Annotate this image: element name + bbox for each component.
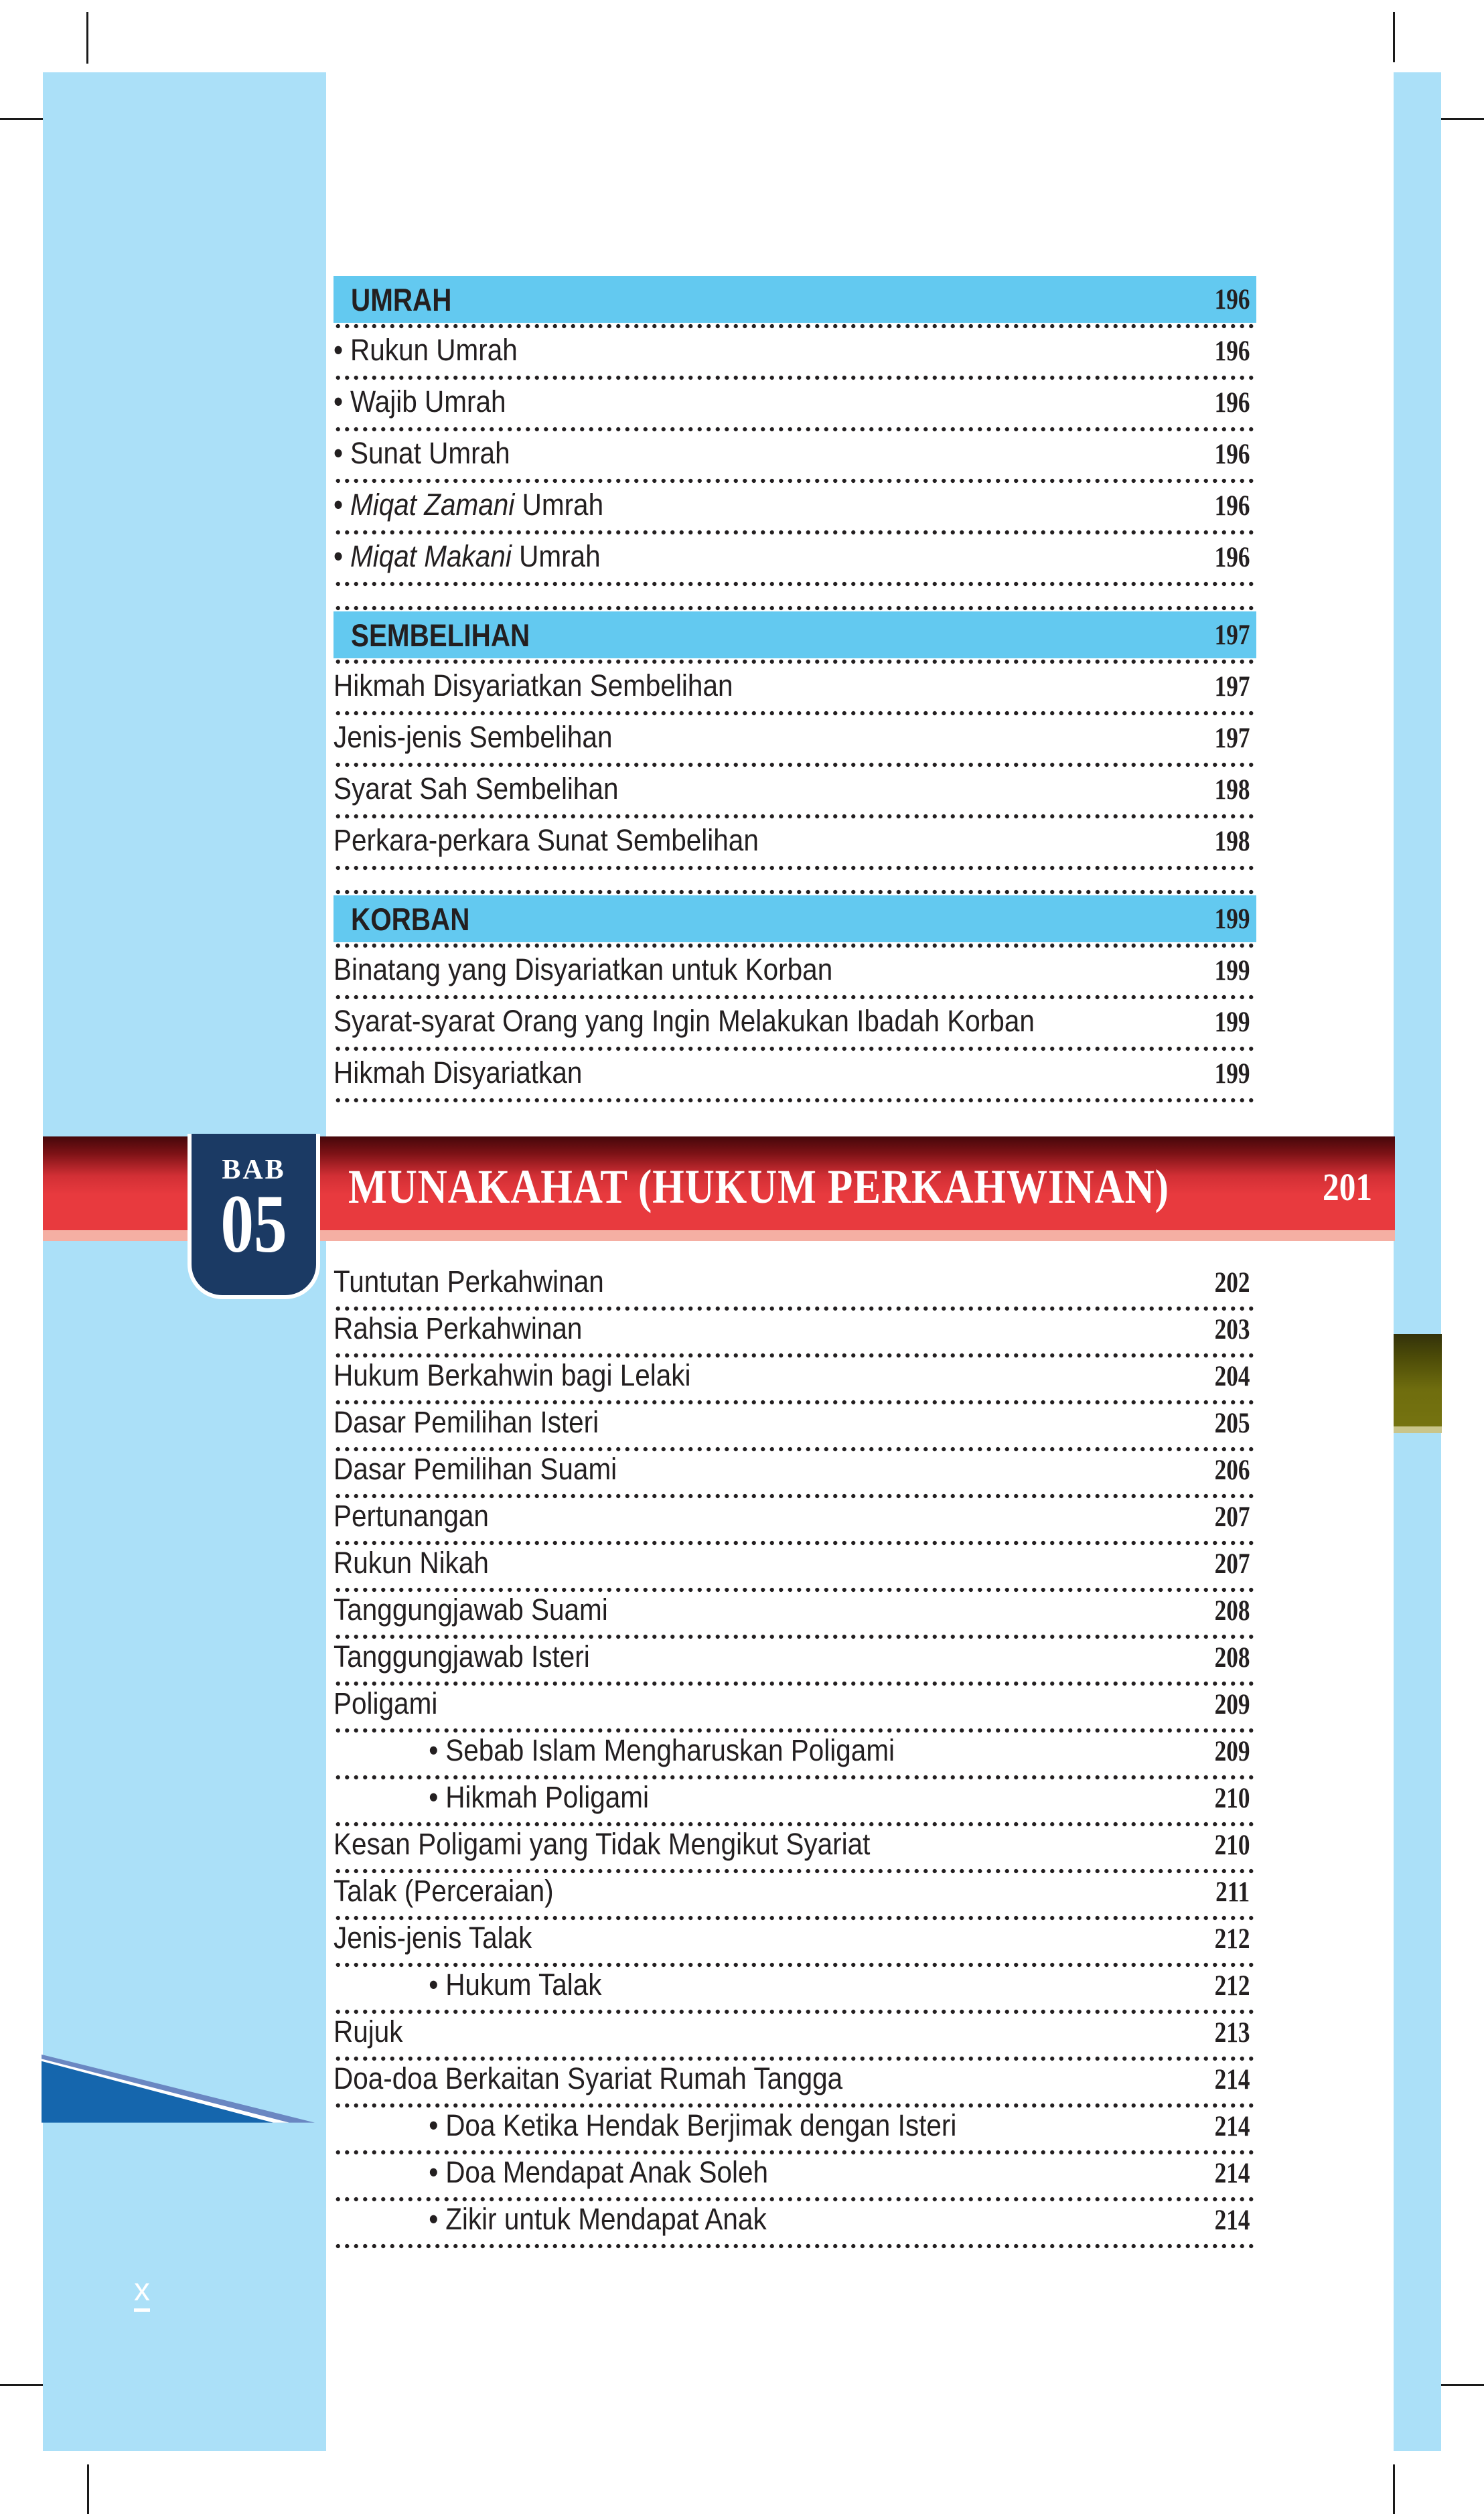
- toc-row-page-number: 205: [1214, 1408, 1250, 1439]
- toc-row: [333, 2202, 1256, 2249]
- toc-row-label: [333, 2108, 956, 2143]
- dotted-leader: [333, 1728, 1256, 1733]
- label-part: Perkara-perkara Sunat Sembelihan: [333, 823, 759, 857]
- toc-row-page-number: 199: [1214, 955, 1250, 986]
- dotted-leader: [333, 889, 1256, 895]
- toc-section: [333, 605, 1256, 871]
- toc-row: [333, 2108, 1256, 2155]
- toc-row-line: [333, 1874, 1256, 1915]
- toc-row-label: [333, 436, 510, 471]
- toc-row-page-number: 209: [1214, 1736, 1250, 1767]
- toc-row-page-number: 204: [1214, 1361, 1250, 1392]
- khaki-accent-strip: [1394, 1426, 1442, 1433]
- toc-row-label: [333, 384, 506, 419]
- dotted-leader: [333, 761, 1256, 768]
- dotted-leader: [333, 374, 1256, 381]
- toc-row: [333, 1733, 1256, 1780]
- bullet: •: [429, 1780, 439, 1814]
- toc-row: [333, 1593, 1256, 1639]
- toc-row: [333, 820, 1256, 871]
- toc-row-page-number: 196: [1214, 336, 1250, 367]
- section-header-bar: [333, 895, 1256, 942]
- toc-row-line: [333, 1004, 1256, 1045]
- toc-row-label: [333, 1639, 590, 1674]
- crop-mark-bottom-right: [1393, 2464, 1395, 2514]
- dotted-leader: [333, 2103, 1256, 2108]
- toc-row-page-number: 210: [1214, 1830, 1250, 1861]
- toc-row-label: [333, 1686, 437, 1721]
- section-header-bar: [333, 276, 1256, 323]
- dotted-leader: [333, 1634, 1256, 1639]
- toc-row-label: [333, 1921, 532, 1955]
- toc-row-line: [333, 333, 1256, 374]
- toc-row-label: [333, 720, 612, 755]
- toc-row: [333, 1311, 1256, 1358]
- bullet: •: [429, 2108, 439, 2142]
- toc-row: [333, 1001, 1256, 1052]
- toc-row-line: [333, 1499, 1256, 1540]
- toc-row: [333, 768, 1256, 820]
- section-rows: [333, 665, 1256, 871]
- dotted-leader: [333, 1540, 1256, 1546]
- toc-row-line: [333, 488, 1256, 529]
- section-title: KORBAN: [351, 901, 470, 937]
- bullet: •: [333, 436, 344, 470]
- toc-row-label: [333, 1874, 554, 1909]
- label-part: Doa Mendapat Anak Soleh: [445, 2155, 769, 2189]
- bullet: •: [333, 539, 344, 573]
- toc-row-page-number: 198: [1214, 774, 1250, 806]
- dotted-leader: [333, 1447, 1256, 1452]
- toc-row-line: [333, 1546, 1256, 1587]
- toc-row-line: [333, 668, 1256, 710]
- toc-row-page-number: 199: [1214, 1058, 1250, 1090]
- toc-row-line: [333, 1452, 1256, 1493]
- dotted-leader: [333, 942, 1256, 949]
- label-part: Tuntutan Perkahwinan: [333, 1264, 604, 1299]
- label-part: Tanggungjawab Isteri: [333, 1639, 590, 1674]
- toc-row: [333, 1686, 1256, 1733]
- label-part: Dasar Pemilihan Isteri: [333, 1405, 599, 1439]
- section-header-bar: [333, 611, 1256, 658]
- label-part: Binatang yang Disyariatkan untuk Korban: [333, 952, 833, 986]
- toc-row-label: [333, 823, 759, 858]
- toc-row-page-number: 196: [1214, 490, 1250, 522]
- crop-mark-left-top: [0, 118, 43, 120]
- toc-row-label: [333, 1405, 599, 1440]
- toc-row-page-number: 197: [1214, 723, 1250, 754]
- toc-row-line: [333, 1733, 1256, 1775]
- label-part: Umrah: [519, 539, 601, 573]
- toc-row-page-number: 202: [1214, 1267, 1250, 1299]
- toc-sections: [333, 276, 1256, 1104]
- toc-row-page-number: 211: [1215, 1876, 1250, 1908]
- dotted-leader: [333, 1775, 1256, 1780]
- dotted-leader: [333, 658, 1256, 665]
- dotted-leader: [333, 1868, 1256, 1874]
- label-part: Syarat-syarat Orang yang Ingin Melakukan Ibadah Korban: [333, 1004, 1035, 1038]
- toc-row-page-number: 209: [1214, 1689, 1250, 1720]
- toc-row-page-number: 208: [1214, 1642, 1250, 1674]
- toc-row: [333, 484, 1256, 536]
- dotted-leader: [333, 1822, 1256, 1827]
- toc-row: [333, 1639, 1256, 1686]
- toc-row-label: [333, 1004, 1035, 1039]
- bullet: •: [333, 488, 344, 522]
- dotted-leader: [333, 2150, 1256, 2155]
- label-part: Talak (Perceraian): [333, 1874, 554, 1908]
- section-page-number: 197: [1214, 619, 1250, 651]
- toc-row: [333, 1264, 1256, 1311]
- toc-row: [333, 1358, 1256, 1405]
- label-part: Dasar Pemilihan Suami: [333, 1452, 617, 1486]
- toc-row: [333, 1780, 1256, 1827]
- label-part: Umrah: [522, 488, 604, 522]
- toc-row-line: [333, 1686, 1256, 1728]
- label-part: Syarat Sah Sembelihan: [333, 771, 619, 806]
- section-page-number: 196: [1214, 283, 1250, 315]
- toc-row-page-number: 199: [1214, 1007, 1250, 1038]
- toc-row-page-number: 210: [1214, 1783, 1250, 1814]
- dotted-leader: [333, 1962, 1256, 1968]
- toc-row-line: [333, 1358, 1256, 1400]
- dotted-leader: [333, 323, 1256, 329]
- bullet: •: [429, 2155, 439, 2189]
- toc-row: [333, 381, 1256, 433]
- toc-row-label: [333, 1499, 489, 1534]
- toc-row-label: [333, 668, 733, 703]
- dotted-leader: [333, 2243, 1256, 2249]
- toc-row-label: [333, 1311, 582, 1346]
- toc-row-page-number: 207: [1214, 1548, 1250, 1580]
- dotted-leader: [333, 529, 1256, 536]
- toc-row-page-number: 198: [1214, 826, 1250, 857]
- toc-row-page-number: 214: [1214, 2158, 1250, 2189]
- dotted-leader: [333, 581, 1256, 587]
- label-part: Rukun Nikah: [333, 1546, 489, 1580]
- toc-row-page-number: 214: [1214, 2111, 1250, 2142]
- label-part: Jenis-jenis Sembelihan: [333, 720, 613, 754]
- toc-row-line: [333, 2061, 1256, 2103]
- toc-section: [333, 276, 1256, 587]
- section-title: UMRAH: [351, 281, 452, 317]
- dotted-leader: [333, 1587, 1256, 1593]
- olive-accent-block: [1394, 1334, 1442, 1426]
- toc-row-line: [333, 1593, 1256, 1634]
- badge-bab-label: BAB: [222, 1155, 286, 1185]
- dotted-leader: [333, 865, 1256, 871]
- toc-row-line: [333, 1827, 1256, 1868]
- dotted-leader: [333, 813, 1256, 820]
- section-title: SEMBELIHAN: [351, 617, 530, 653]
- toc-row-label: [333, 1452, 617, 1487]
- dotted-leader: [333, 1045, 1256, 1052]
- toc-row-label: [333, 1546, 489, 1580]
- toc-row-label: [333, 333, 518, 368]
- toc-row-line: [333, 1639, 1256, 1681]
- toc-row-line: [333, 1405, 1256, 1447]
- toc-row: [333, 329, 1256, 381]
- toc-row: [333, 1405, 1256, 1452]
- label-part: Jenis-jenis Talak: [333, 1921, 532, 1955]
- toc-row: [333, 1546, 1256, 1593]
- toc-row: [333, 536, 1256, 587]
- toc-row: [333, 1921, 1256, 1968]
- toc-row-line: [333, 384, 1256, 426]
- dotted-leader: [333, 1681, 1256, 1686]
- label-part: Doa Ketika Hendak Berjimak dengan Isteri: [445, 2108, 957, 2142]
- crop-mark-right-top: [1441, 118, 1484, 120]
- toc-row-line: [333, 823, 1256, 865]
- toc-row-line: [333, 1264, 1256, 1306]
- toc-row-line: [333, 2108, 1256, 2150]
- toc-row: [333, 1499, 1256, 1546]
- bullet: •: [333, 333, 344, 367]
- label-part: Hikmah Disyariatkan Sembelihan: [333, 668, 733, 703]
- toc-row-page-number: 197: [1214, 671, 1250, 703]
- label-part: Hikmah Disyariatkan: [333, 1055, 583, 1090]
- toc-row-page-number: 196: [1214, 387, 1250, 419]
- label-part: Hikmah Poligami: [445, 1780, 650, 1814]
- page-right-band: [1394, 72, 1441, 2451]
- toc-row: [333, 1968, 1256, 2014]
- label-part: Rujuk: [333, 2014, 403, 2049]
- toc-row-line: [333, 1921, 1256, 1962]
- toc-row-line: [333, 1968, 1256, 2009]
- dotted-leader: [333, 1400, 1256, 1405]
- toc-row-page-number: 208: [1214, 1595, 1250, 1627]
- label-part: Sunat Umrah: [350, 436, 510, 470]
- label-part: Rukun Umrah: [350, 333, 518, 367]
- toc-row-line: [333, 771, 1256, 813]
- toc-row-label: [333, 539, 601, 574]
- chapter-page-number: 201: [1323, 1165, 1373, 1209]
- dotted-leader: [333, 1353, 1256, 1358]
- toc-row-line: [333, 1311, 1256, 1353]
- crop-mark-right-bottom: [1441, 2384, 1484, 2386]
- section-rows: [333, 329, 1256, 587]
- label-part: Hukum Talak: [445, 1968, 602, 2002]
- bullet: •: [429, 1733, 439, 1767]
- toc-row-label: [333, 952, 832, 987]
- section-page-number: 199: [1214, 903, 1250, 935]
- toc-row-label: [333, 1358, 691, 1393]
- footer-page-number: x: [134, 2272, 150, 2308]
- toc-row: [333, 1452, 1256, 1499]
- toc-row: [333, 1052, 1256, 1104]
- bullet: •: [429, 1968, 439, 2002]
- toc-row: [333, 665, 1256, 717]
- dotted-leader: [333, 710, 1256, 717]
- label-part: Pertunangan: [333, 1499, 489, 1533]
- toc-row: [333, 1874, 1256, 1921]
- toc-row-line: [333, 2202, 1256, 2243]
- dotted-leader: [333, 1306, 1256, 1311]
- dotted-leader: [333, 1493, 1256, 1499]
- corner-triangle-graphic: [0, 2043, 415, 2514]
- dotted-leader: [333, 2056, 1256, 2061]
- dotted-leader: [333, 2009, 1256, 2014]
- toc-row: [333, 717, 1256, 768]
- toc-row-label: [333, 1780, 649, 1815]
- dotted-leader: [333, 2197, 1256, 2202]
- toc-row: [333, 949, 1256, 1001]
- toc-row-line: [333, 436, 1256, 477]
- toc-row-page-number: 214: [1214, 2064, 1250, 2095]
- toc-row-label: [333, 1593, 608, 1627]
- toc-row-page-number: 207: [1214, 1501, 1250, 1533]
- label-part: Tanggungjawab Suami: [333, 1593, 608, 1627]
- toc-row-line: [333, 720, 1256, 761]
- toc-row-label: [333, 1733, 895, 1768]
- chapter-badge: [188, 1134, 320, 1299]
- dotted-leader: [333, 605, 1256, 611]
- dotted-leader: [333, 1915, 1256, 1921]
- label-part: Doa-doa Berkaitan Syariat Rumah Tangga: [333, 2061, 843, 2095]
- toc-row-page-number: 212: [1214, 1923, 1250, 1955]
- crop-mark-top-left: [86, 12, 88, 64]
- dotted-leader: [333, 994, 1256, 1001]
- chapter-rows: [333, 1264, 1256, 2249]
- label-part: Hukum Berkahwin bagi Lelaki: [333, 1358, 691, 1392]
- chapter-title: MUNAKAHAT (HUKUM PERKAHWINAN): [348, 1159, 1169, 1213]
- toc-row-line: [333, 1055, 1256, 1097]
- toc-row: [333, 433, 1256, 484]
- toc-row-line: [333, 2155, 1256, 2197]
- section-rows: [333, 949, 1256, 1104]
- toc-row-line: [333, 1780, 1256, 1822]
- label-part: Sebab Islam Mengharuskan Poligami: [445, 1733, 895, 1767]
- toc-row-line: [333, 2014, 1256, 2056]
- toc-row-label: [333, 1055, 582, 1090]
- toc-row-line: [333, 952, 1256, 994]
- toc-row-label: [333, 1827, 870, 1862]
- toc-row: [333, 2061, 1256, 2108]
- dotted-leader: [333, 426, 1256, 433]
- toc-row-page-number: 203: [1214, 1314, 1250, 1345]
- toc-row-page-number: 196: [1214, 439, 1250, 470]
- label-italic-part: Miqat Zamani: [350, 488, 522, 522]
- toc-row-page-number: 206: [1214, 1455, 1250, 1486]
- dotted-leader: [333, 477, 1256, 484]
- toc-section: [333, 889, 1256, 1104]
- toc-row: [333, 1827, 1256, 1874]
- toc-row-label: [333, 1264, 604, 1299]
- toc-row-page-number: 212: [1214, 1970, 1250, 2002]
- crop-mark-top-right: [1393, 12, 1395, 62]
- bullet: •: [333, 384, 344, 419]
- toc-row: [333, 2014, 1256, 2061]
- label-part: Poligami: [333, 1686, 438, 1720]
- label-part: Wajib Umrah: [350, 384, 506, 419]
- bullet: •: [429, 2202, 439, 2236]
- toc-row-page-number: 213: [1214, 2017, 1250, 2049]
- label-italic-part: Miqat Makani: [350, 539, 520, 573]
- toc-row-label: [333, 771, 619, 806]
- label-part: Kesan Poligami yang Tidak Mengikut Syariat: [333, 1827, 871, 1861]
- badge-chapter-number: 05: [220, 1178, 287, 1270]
- toc-row-page-number: 214: [1214, 2205, 1250, 2236]
- label-part: Zikir untuk Mendapat Anak: [445, 2202, 767, 2236]
- toc-row-label: [333, 1968, 602, 2002]
- toc-row-line: [333, 539, 1256, 581]
- toc-row: [333, 2155, 1256, 2202]
- label-part: Rahsia Perkahwinan: [333, 1311, 583, 1345]
- toc-row-label: [333, 488, 603, 522]
- toc-row-page-number: 196: [1214, 542, 1250, 573]
- dotted-leader: [333, 1097, 1256, 1104]
